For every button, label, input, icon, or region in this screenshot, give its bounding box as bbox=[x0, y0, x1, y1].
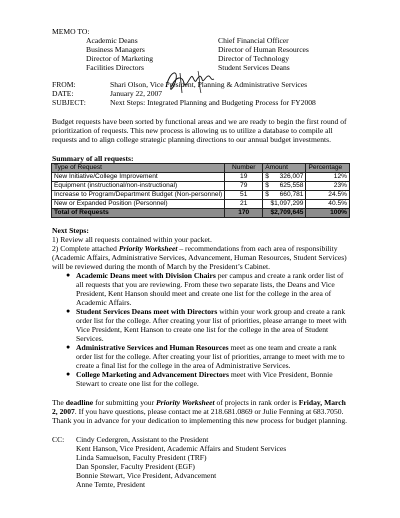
total-percentage: 100% bbox=[306, 209, 350, 218]
step-2-suffix: – recommendations from each area of responsibility bbox=[179, 244, 338, 253]
deadline-contact: . If you have questions, please contact me at 218.681.0869 or Julie Fenning at 683.7050. bbox=[74, 407, 344, 416]
row-type: Equipment (instructional/non-instructional) bbox=[52, 182, 225, 191]
table-row bbox=[52, 173, 350, 182]
bullet-3-lead: Administrative Services and Human Resources bbox=[76, 343, 229, 352]
bullet-4-lead: College Marketing and Advancement Directors bbox=[76, 370, 229, 379]
deadline-line-3: Thank you in advance for your dedication to implementing this new process for budget planning. bbox=[52, 416, 348, 425]
cc-name: Dan Sponsler, Faculty President (EGF) bbox=[76, 462, 195, 471]
bullet-2-line-4: Services. bbox=[76, 334, 104, 343]
cc-name: Linda Samuelson, Faculty President (TRF) bbox=[76, 453, 207, 462]
from-label: FROM: bbox=[52, 80, 76, 89]
step-2-prefix: 2) Complete attached bbox=[52, 244, 117, 253]
recipient-left-1: Academic Deans bbox=[86, 36, 138, 45]
deadline-line-2 bbox=[52, 407, 343, 416]
row-currency: $ bbox=[265, 173, 269, 180]
recipient-right-2: Director of Human Resources bbox=[218, 45, 309, 54]
row-amount bbox=[263, 200, 306, 209]
row-amount bbox=[263, 182, 306, 191]
table-total-row bbox=[52, 209, 350, 218]
header-percentage: Percentage bbox=[306, 164, 350, 173]
priority-worksheet-label: Priority Worksheet bbox=[118, 244, 178, 253]
deadline-date-b: 2, 2007 bbox=[52, 407, 75, 416]
bullet-1-lead: Academic Deans meet with Division Chairs bbox=[76, 271, 216, 280]
bullet-icon: ● bbox=[66, 343, 71, 351]
row-amount-value: 660,781 bbox=[279, 191, 304, 198]
row-amount bbox=[263, 191, 306, 200]
row-number: 19 bbox=[225, 173, 263, 182]
bullet-3-line-2: order list for the college. After creating your list of priorities, arrange to meet with me to bbox=[76, 352, 345, 361]
row-type: Increase to Program/Department Budget (Non-personnel) bbox=[52, 191, 225, 200]
row-amount-value: $1,097,299 bbox=[270, 200, 304, 207]
from-value: Shari Olson, Vice President, Planning & Administrative Services bbox=[110, 80, 308, 89]
intro-line-1: Budget requests have been sorted by functional areas and we are ready to begin the first round of bbox=[52, 117, 347, 126]
date-value: January 22, 2007 bbox=[110, 89, 163, 98]
row-number: 51 bbox=[225, 191, 263, 200]
bullet-2-rest: within your work group and create a rank bbox=[217, 307, 346, 316]
recipient-right-3: Director of Technology bbox=[218, 54, 290, 63]
row-percentage: 40.5% bbox=[306, 200, 350, 209]
bullet-4-line-1 bbox=[76, 370, 333, 379]
deadline-c: for submitting your bbox=[95, 398, 155, 407]
cc-name: Cindy Cedergren, Assistant to the President bbox=[76, 435, 209, 444]
summary-table bbox=[51, 163, 350, 218]
bullet-1-line-1 bbox=[76, 271, 343, 280]
memo-to-label: MEMO TO: bbox=[52, 27, 90, 36]
cc-name: Bonnie Stewart, Vice President, Advancement bbox=[76, 471, 217, 480]
header-number: Number bbox=[225, 164, 263, 173]
bullet-icon: ● bbox=[66, 370, 71, 378]
summary-title: Summary of all requests: bbox=[52, 154, 134, 163]
total-amount: $2,709,645 bbox=[263, 209, 306, 218]
bullet-3-line-1 bbox=[76, 343, 337, 352]
bullet-4-line-2: Stewart to create one list for the college. bbox=[76, 379, 199, 388]
intro-line-2: prioritization of requests. This new process is allowing us to utilize a database to compile all bbox=[52, 126, 333, 135]
row-currency: $ bbox=[265, 191, 269, 198]
deadline-e: of projects in rank order is bbox=[216, 398, 297, 407]
deadline-word: deadline bbox=[65, 398, 94, 407]
table-row bbox=[52, 191, 350, 200]
bullet-4-rest: meet with Vice President, Bonnie bbox=[228, 370, 333, 379]
header-type: Type of Request bbox=[52, 164, 225, 173]
recipient-left-4: Facilities Directors bbox=[86, 63, 144, 72]
next-steps-title: Next Steps: bbox=[52, 226, 89, 235]
intro-line-3: requests and to align college strategic planning directions to our annual budget investments. bbox=[52, 135, 331, 144]
table-row bbox=[52, 200, 350, 209]
bullet-3-line-3: create a final list for the college in the area of Administrative Services. bbox=[76, 361, 291, 370]
row-type: New Initiative/College Improvement bbox=[52, 173, 225, 182]
deadline-a: The bbox=[52, 398, 64, 407]
table-row bbox=[52, 182, 350, 191]
step-2-line-1 bbox=[52, 244, 338, 253]
row-type: New or Expanded Position (Personnel) bbox=[52, 200, 225, 209]
recipient-left-3: Director of Marketing bbox=[86, 54, 154, 63]
subject-value: Next Steps: Integrated Planning and Budgeting Process for FY2008 bbox=[110, 98, 316, 107]
recipient-right-4: Student Services Deans bbox=[218, 63, 290, 72]
bullet-2-line-3: Vice President, Kent Hanson to create one list for the college in the area of Student bbox=[76, 325, 329, 334]
subject-label: SUBJECT: bbox=[52, 98, 86, 107]
bullet-1-line-2: all requests that you are reviewing. From these two separate lists, the Deans and Vice bbox=[76, 280, 335, 289]
deadline-date-a: Friday, March bbox=[298, 398, 346, 407]
step-1: 1) Review all requests contained within your packet. bbox=[52, 235, 212, 244]
summary-table-header bbox=[52, 164, 350, 173]
deadline-line-1 bbox=[52, 398, 346, 407]
total-type: Total of Requests bbox=[52, 209, 225, 218]
row-amount-value: 625,558 bbox=[279, 182, 304, 189]
bullet-2-lead: Student Services Deans meet with Directors bbox=[76, 307, 218, 316]
step-2-line-3: will be reviewed during the month of March by the President’s Cabinet. bbox=[52, 262, 271, 271]
bullet-3-rest: meet as one team and create a rank bbox=[228, 343, 337, 352]
bullet-2-line-2: order list for the college. After creating your list of priorities, please arrange to meet with bbox=[76, 316, 347, 325]
bullet-1-line-4: Academic Affairs. bbox=[76, 298, 132, 307]
row-percentage: 23% bbox=[306, 182, 350, 191]
bullet-1-line-3: President, Kent Hanson should meet and create one list for the college in the area of bbox=[76, 289, 332, 298]
signature-icon bbox=[158, 67, 228, 97]
bullet-icon: ● bbox=[66, 271, 71, 279]
bullet-1-rest: per campus and create a rank order list of bbox=[215, 271, 344, 280]
row-number: 79 bbox=[225, 182, 263, 191]
cc-label: CC: bbox=[52, 435, 65, 444]
recipient-left-2: Business Managers bbox=[86, 45, 145, 54]
step-2-line-2: (Academic Affairs, Administrative Services, Advancement, Human Resources, Student Services) bbox=[52, 253, 347, 262]
bullet-2-line-1 bbox=[76, 307, 345, 316]
total-number: 170 bbox=[225, 209, 263, 218]
bullet-icon: ● bbox=[66, 307, 71, 315]
recipient-right-1: Chief Financial Officer bbox=[218, 36, 289, 45]
row-percentage: 24.5% bbox=[306, 191, 350, 200]
row-amount-value: 326,007 bbox=[279, 173, 304, 180]
header-amount: Amount bbox=[263, 164, 306, 173]
cc-name: Anne Temte, President bbox=[76, 480, 146, 489]
row-number: 21 bbox=[225, 200, 263, 209]
row-amount bbox=[263, 173, 306, 182]
deadline-worksheet: Priority Worksheet bbox=[156, 398, 215, 407]
row-currency: $ bbox=[265, 182, 269, 189]
date-label: DATE: bbox=[52, 89, 74, 98]
cc-name: Kent Hanson, Vice President, Academic Affairs and Student Services bbox=[76, 444, 287, 453]
row-percentage: 12% bbox=[306, 173, 350, 182]
